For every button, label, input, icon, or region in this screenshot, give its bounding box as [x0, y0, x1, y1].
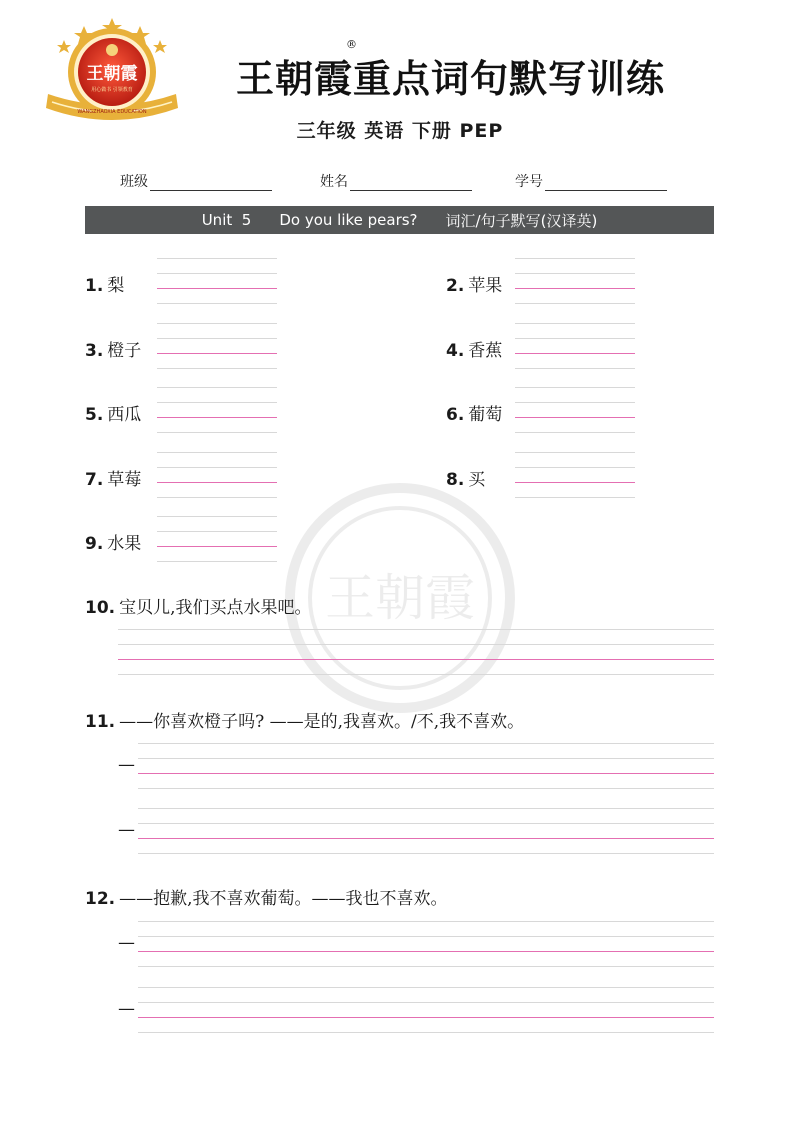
writing-lines[interactable] — [157, 452, 277, 502]
logo-ring-text: WANGZHAOXIA EDUCATION — [77, 109, 147, 115]
svg-text:王朝霞: 王朝霞 — [325, 569, 475, 627]
name-field[interactable] — [320, 171, 472, 191]
exercise-type: 词汇/句子默写(汉译英) — [445, 211, 598, 230]
vocab-item: 6. 葡萄 — [446, 405, 503, 425]
logo-center-text: 王朝霞 — [86, 64, 138, 84]
registered-mark: ® — [346, 38, 358, 51]
vocab-item: 1. 梨 — [85, 276, 125, 296]
id-label: 学号 — [515, 174, 543, 190]
answer-dash: — — [118, 820, 135, 840]
vocab-item: 8. 买 — [446, 470, 486, 490]
writing-lines[interactable] — [515, 452, 635, 502]
sentence-writing-lines[interactable] — [118, 629, 714, 675]
writing-lines[interactable] — [157, 387, 277, 437]
answer-dash: — — [118, 755, 135, 775]
vocab-item: 2. 苹果 — [446, 276, 503, 296]
vocab-item: 7. 草莓 — [85, 470, 142, 490]
unit-title: Do you like pears? — [279, 211, 418, 229]
answer-dash: — — [118, 933, 135, 953]
unit-label: Unit 5 — [201, 211, 252, 229]
brand-logo — [44, 16, 180, 132]
student-id-field[interactable] — [515, 171, 667, 191]
sentence-writing-lines[interactable] — [138, 921, 714, 967]
sentence-writing-lines[interactable] — [138, 808, 714, 854]
writing-lines[interactable] — [515, 387, 635, 437]
brand-title: 王朝霞重点词句默写训练 ® — [236, 38, 666, 101]
class-field[interactable] — [120, 171, 272, 191]
name-label: 姓名 — [320, 174, 348, 190]
writing-lines[interactable] — [157, 516, 277, 566]
vocab-item: 5. 西瓜 — [85, 405, 142, 425]
writing-lines[interactable] — [157, 258, 277, 308]
answer-dash: — — [118, 999, 135, 1019]
vocab-item: 9. 水果 — [85, 534, 142, 554]
vocab-item: 3. 橙子 — [85, 341, 142, 361]
class-label: 班级 — [120, 174, 148, 190]
sentence-writing-lines[interactable] — [138, 743, 714, 789]
sentence-item: 10. 宝贝儿,我们买点水果吧。 — [85, 598, 312, 618]
logo-tagline: 用心做书 引领教育 — [91, 87, 133, 93]
watermark-logo — [282, 480, 518, 716]
sentence-writing-lines[interactable] — [138, 987, 714, 1033]
sentence-item: 12. ——抱歉,我不喜欢葡萄。——我也不喜欢。 — [85, 889, 448, 909]
section-header-bar — [85, 206, 714, 234]
writing-lines[interactable] — [157, 323, 277, 373]
writing-lines[interactable] — [515, 323, 635, 373]
page-subtitle: 三年级 英语 下册 PEP — [296, 120, 504, 142]
writing-lines[interactable] — [515, 258, 635, 308]
vocab-item: 4. 香蕉 — [446, 341, 503, 361]
sentence-item: 11. ——你喜欢橙子吗? ——是的,我喜欢。/不,我不喜欢。 — [85, 712, 525, 732]
